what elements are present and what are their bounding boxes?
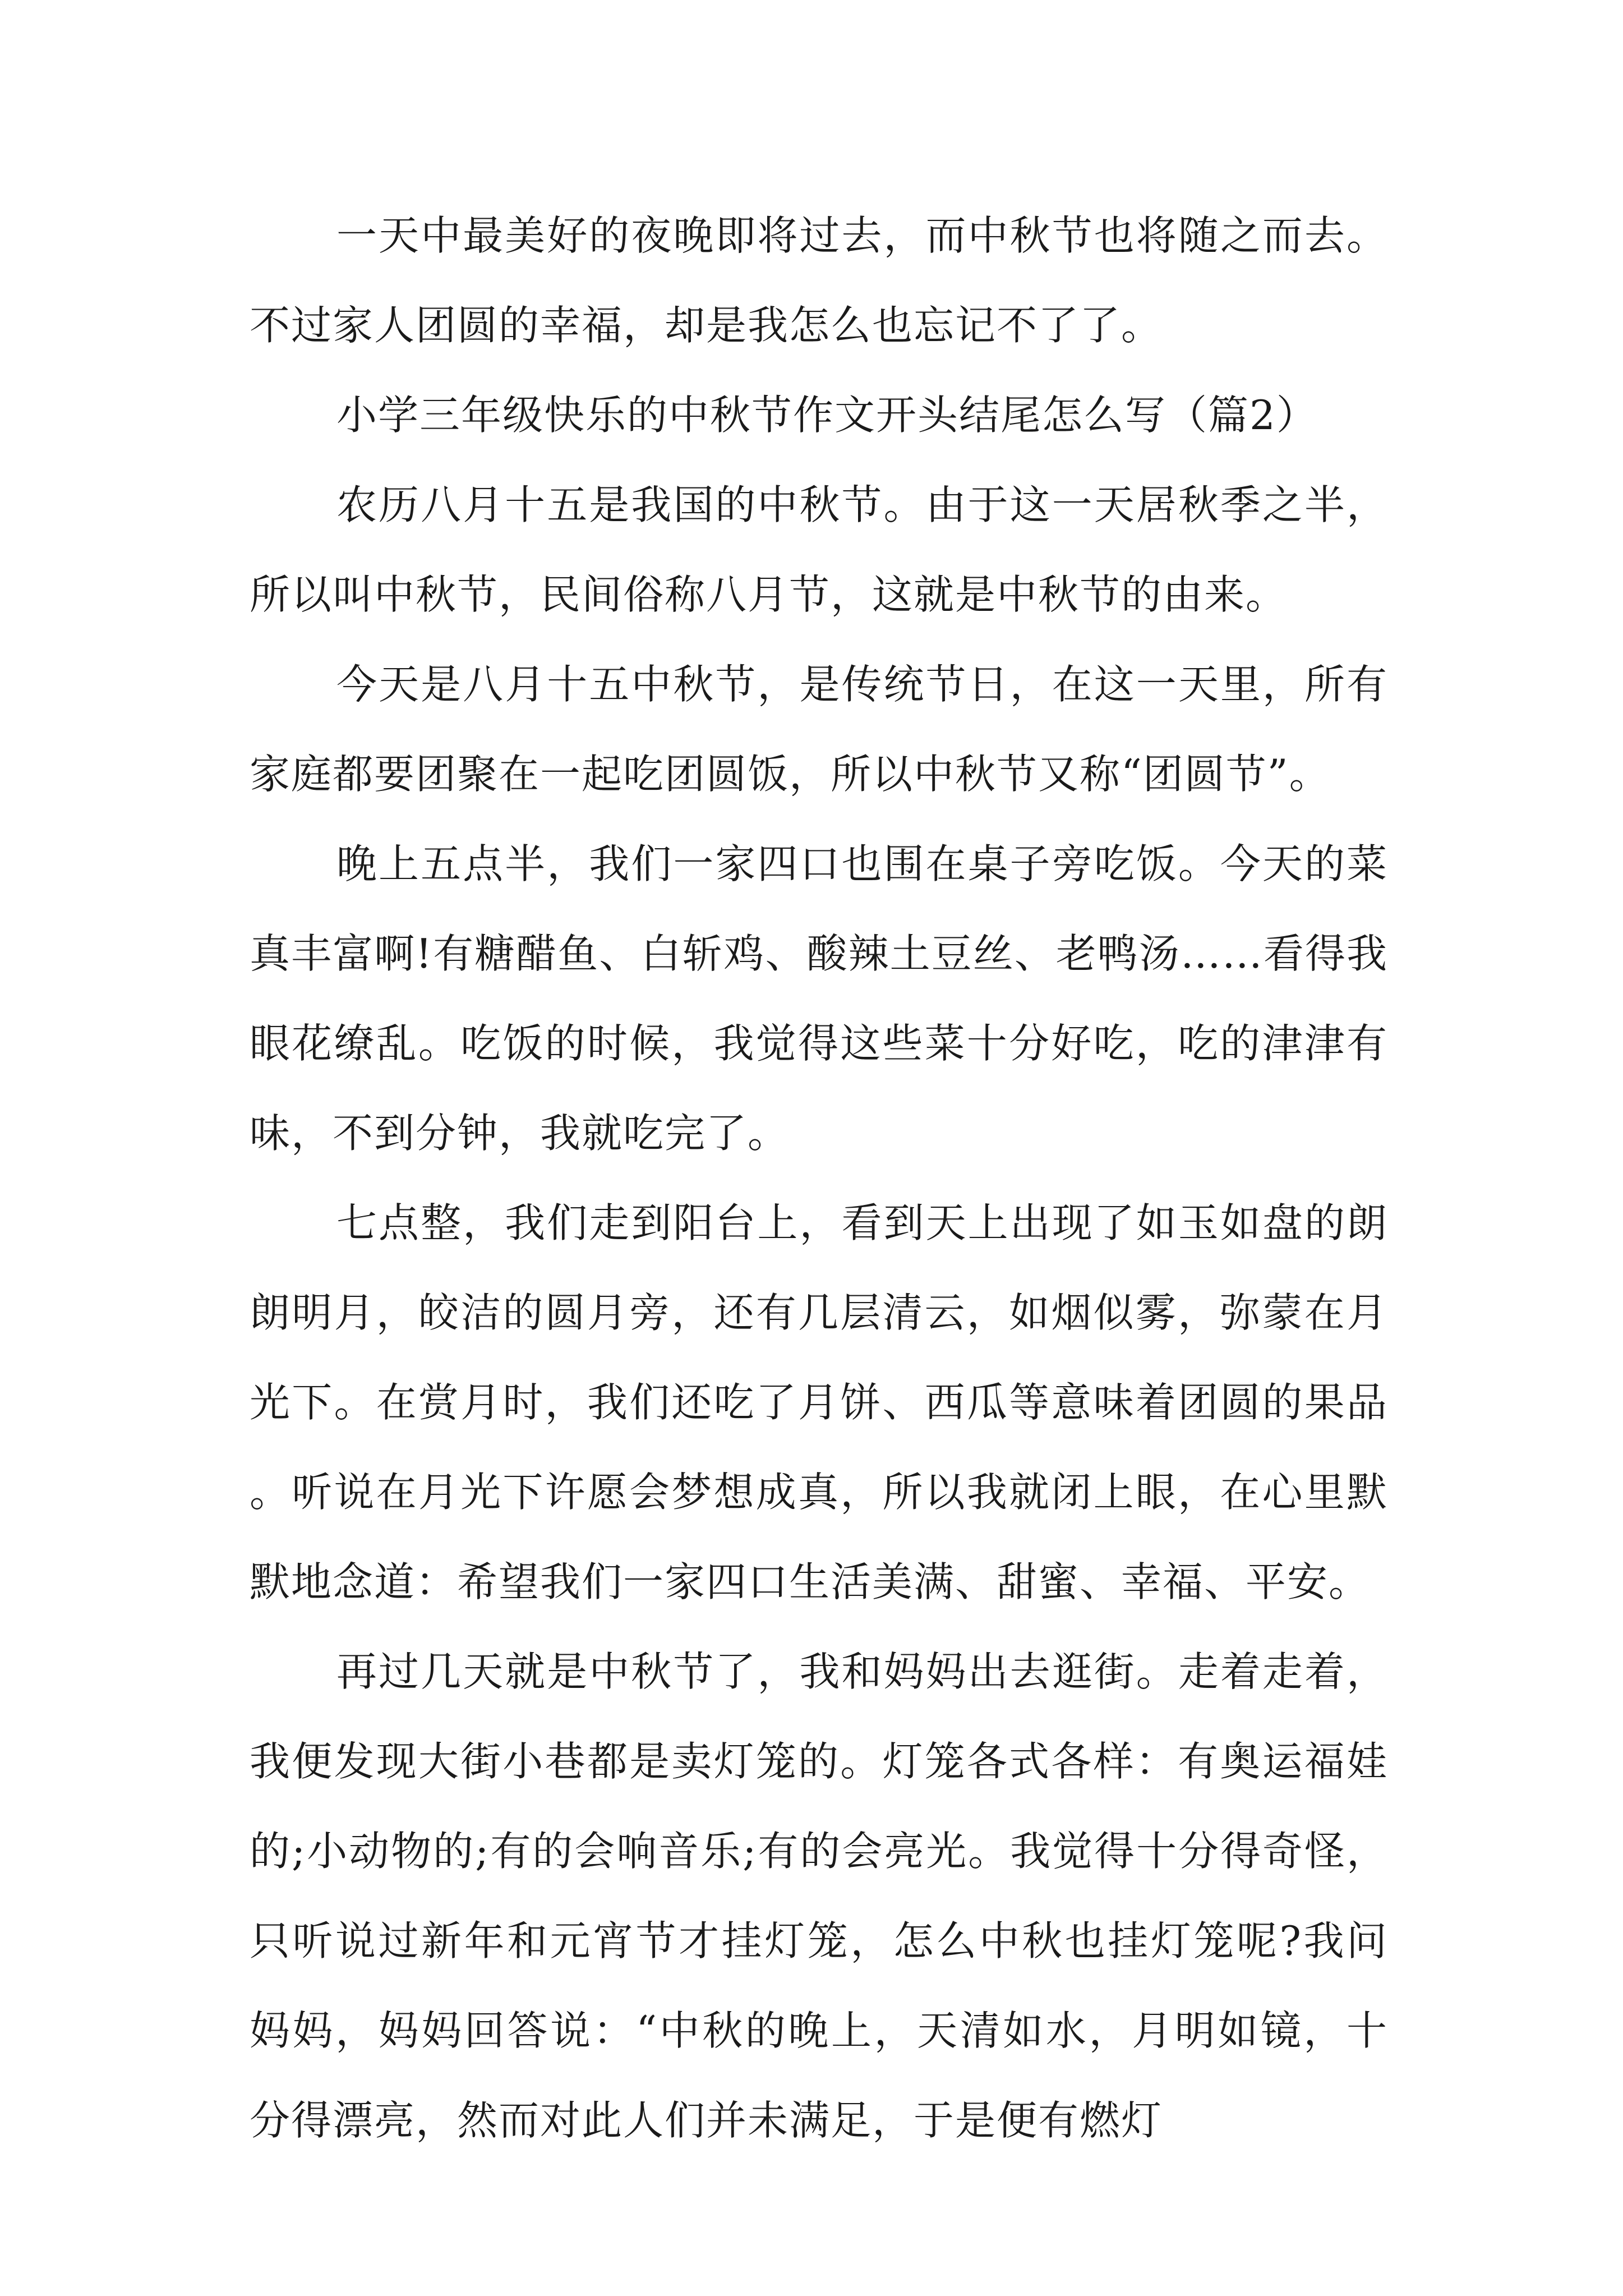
paragraph-6: 再过几天就是中秋节了，我和妈妈出去逛街。走着走着，我便发现大街小巷都是卖灯笼的。灯笼各式各样：有奥运福娃的;小动物的;有的会响音乐;有的会亮光。我觉得十分得奇怪，只听说过新年和元宵节才挂灯笼，怎么中秋也挂灯笼呢?我问妈妈，妈妈回答说：“中秋的晚上，天清如水，月明如镜，十分得漂亮，然而对此人们并未满足，于是便有燃灯 xyxy=(250,1648,1388,2144)
paragraph-1: 一天中最美好的夜晚即将过去，而中秋节也将随之而去。不过家人团圆的幸福，却是我怎么也忘记不了了。 xyxy=(250,212,1388,349)
section-heading: 小学三年级快乐的中秋节作文开头结尾怎么写（篇2） xyxy=(336,392,1318,439)
paragraph-4: 晚上五点半，我们一家四口也围在桌子旁吃饭。今天的菜真丰富啊!有糖醋鱼、白斩鸡、酸辣土豆丝、老鸭汤……看得我眼花缭乱。吃饭的时候，我觉得这些菜十分好吃，吃的津津有味，不到分钟，我就吃完了。 xyxy=(250,840,1388,1157)
paragraph-3: 今天是八月十五中秋节，是传统节日，在这一天里，所有家庭都要团聚在一起吃团圆饭，所以中秋节又称“团圆节”。 xyxy=(250,661,1388,798)
document-body xyxy=(250,191,1388,2165)
paragraph-2: 农历八月十五是我国的中秋节。由于这一天居秋季之半，所以叫中秋节，民间俗称八月节，这就是中秋节的由来。 xyxy=(250,481,1388,618)
paragraph-5: 七点整，我们走到阳台上，看到天上出现了如玉如盘的朗朗明月，皎洁的圆月旁，还有几层清云，如烟似雾，弥蒙在月光下。在赏月时，我们还吃了月饼、西瓜等意味着团圆的果品。听说在月光下许愿会梦想成真，所以我就闭上眼，在心里默默地念道：希望我们一家四口生活美满、甜蜜、幸福、平安。 xyxy=(250,1199,1388,1605)
